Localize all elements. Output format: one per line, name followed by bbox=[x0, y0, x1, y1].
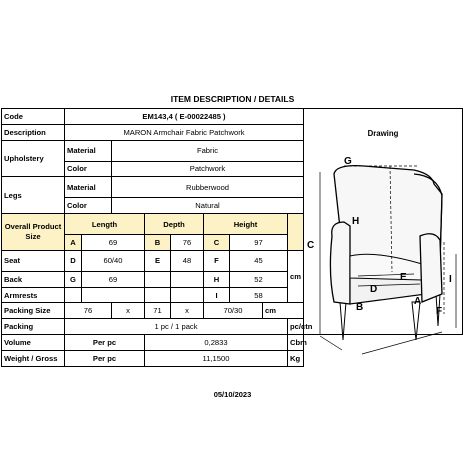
details-table bbox=[1, 108, 463, 367]
dim-h-letter: H bbox=[352, 216, 360, 227]
upholstery-label: Upholstery bbox=[2, 140, 65, 177]
legs-material: Rubberwood bbox=[112, 177, 304, 198]
packing-x1: x bbox=[112, 303, 145, 319]
armrests-height-value: 58 bbox=[230, 287, 288, 303]
seat-depth-value: 48 bbox=[171, 250, 204, 271]
upholstery-material-label: Material bbox=[65, 140, 112, 161]
dim-d-letter-cell: D bbox=[65, 250, 82, 271]
weight-per: Per pc bbox=[65, 350, 145, 366]
code-value: EM143,4 ( E-00022485 ) bbox=[65, 109, 304, 125]
dim-e-letter-cell: E bbox=[145, 250, 171, 271]
packing-unit: pc/ctn bbox=[288, 319, 304, 335]
length-header: Length bbox=[65, 214, 145, 235]
legs-color-label: Color bbox=[65, 198, 112, 214]
dim-d-letter: D bbox=[370, 284, 378, 295]
back-length-value: 69 bbox=[82, 271, 145, 287]
armrests-label: Armrests bbox=[2, 287, 65, 303]
dim-i-letter: I bbox=[449, 274, 452, 285]
dim-g-letter: G bbox=[344, 156, 352, 167]
packing-size-unit: cm bbox=[263, 303, 304, 319]
description-value: MARON Armchair Fabric Patchwork bbox=[65, 124, 304, 140]
weight-value: 11,1500 bbox=[145, 350, 288, 366]
upholstery-color: Patchwork bbox=[112, 161, 304, 177]
seat-height-value: 45 bbox=[230, 250, 288, 271]
drawing-bottom-labels bbox=[306, 296, 464, 332]
sheet-title: ITEM DESCRIPTION / DETAILS bbox=[170, 94, 295, 104]
seat-length-value: 60/40 bbox=[82, 250, 145, 271]
right-armrest bbox=[420, 234, 442, 302]
legs-color: Natural bbox=[112, 198, 304, 214]
left-armrest bbox=[330, 222, 350, 304]
height-value: 97 bbox=[230, 235, 288, 251]
depth-header: Depth bbox=[145, 214, 204, 235]
upholstery-color-label: Color bbox=[65, 161, 112, 177]
packing-size-label: Packing Size bbox=[2, 303, 65, 319]
dim-b-drawing-letter: B bbox=[356, 302, 364, 314]
dim-i-letter-cell: I bbox=[204, 287, 230, 303]
packing-height: 70/30 bbox=[204, 303, 263, 319]
depth-value: 76 bbox=[171, 235, 204, 251]
volume-label: Volume bbox=[2, 335, 65, 351]
packing-length: 76 bbox=[65, 303, 112, 319]
dim-a-letter-cell: A bbox=[65, 235, 82, 251]
height-header: Height bbox=[204, 214, 288, 235]
back-label: Back bbox=[2, 271, 65, 287]
dim-c-letter-cell: C bbox=[204, 235, 230, 251]
weight-unit: Kg bbox=[288, 350, 304, 366]
dim-h-letter-cell: H bbox=[204, 271, 230, 287]
dim-f-letter-cell: F bbox=[204, 250, 230, 271]
legs-material-label: Material bbox=[65, 177, 112, 198]
code-label: Code bbox=[2, 109, 65, 125]
description-label: Description bbox=[2, 124, 65, 140]
packing-value: 1 pc / 1 pack bbox=[65, 319, 288, 335]
dim-b-letter-cell: B bbox=[145, 235, 171, 251]
volume-unit: Cbm bbox=[288, 335, 304, 351]
packing-width: 71 bbox=[145, 303, 171, 319]
drawing-cell bbox=[304, 109, 463, 335]
seat-label: Seat bbox=[2, 250, 65, 271]
dim-a-drawing-letter: A bbox=[414, 296, 422, 308]
legs-label: Legs bbox=[2, 177, 65, 214]
overall-size-label: Overall Product Size bbox=[2, 214, 65, 251]
drawing-label: Drawing bbox=[367, 129, 399, 138]
volume-per: Per pc bbox=[65, 335, 145, 351]
volume-value: 0,2833 bbox=[145, 335, 288, 351]
packing-label: Packing bbox=[2, 319, 65, 335]
document-date: 05/10/2023 bbox=[213, 390, 252, 399]
dim-e-letter: E bbox=[400, 272, 407, 283]
weight-label: Weight / Gross bbox=[2, 350, 65, 366]
back-height-value: 52 bbox=[230, 271, 288, 287]
armchair-drawing bbox=[304, 144, 462, 334]
upholstery-material: Fabric bbox=[112, 140, 304, 161]
dim-g-letter-cell: G bbox=[65, 271, 82, 287]
dimensions-unit: cm bbox=[288, 250, 304, 303]
packing-x2: x bbox=[171, 303, 204, 319]
dim-f-letter: F bbox=[436, 306, 443, 317]
dim-c-letter: C bbox=[307, 240, 315, 251]
length-value: 69 bbox=[82, 235, 145, 251]
